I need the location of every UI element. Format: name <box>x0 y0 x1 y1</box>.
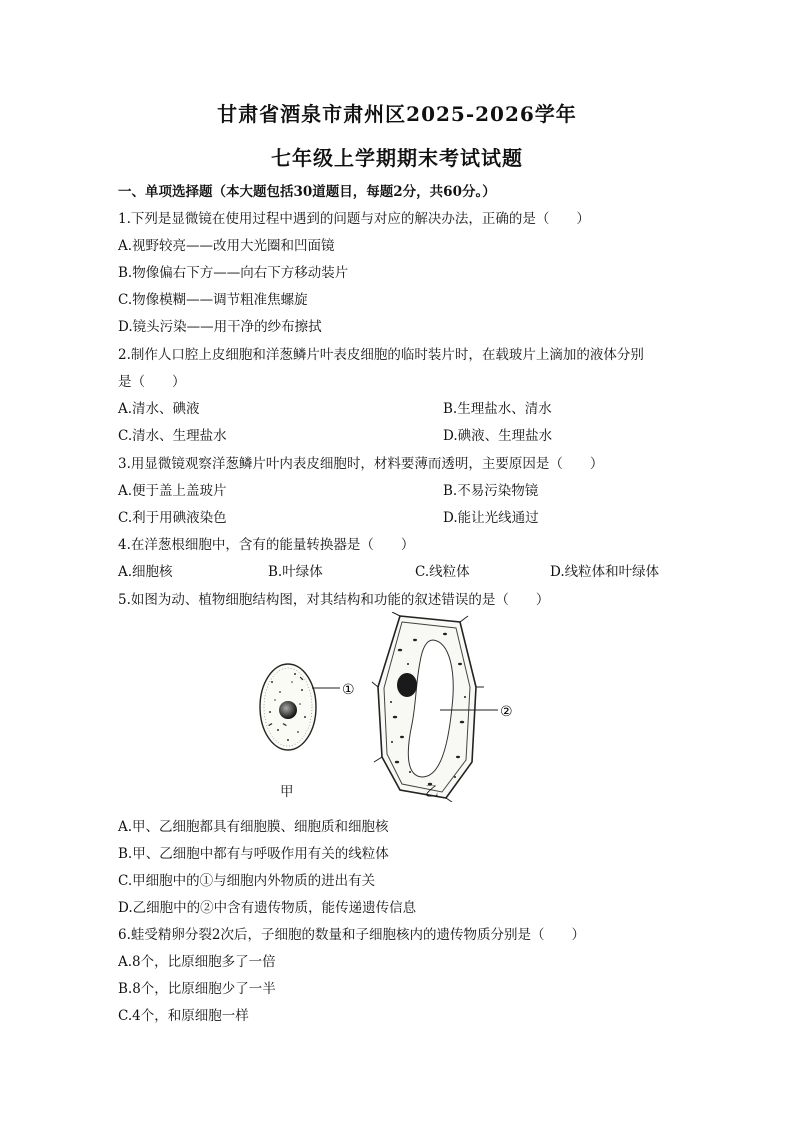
question-2-option-b: B.生理盐水、清水 <box>443 401 552 417</box>
question-1-option-d: D.镜头污染——用干净的纱布擦拭 <box>118 319 322 335</box>
cell-structure-figure <box>250 612 540 802</box>
question-4-option-d: D.线粒体和叶绿体 <box>550 564 660 580</box>
question-1-option-c: C.物像模糊——调节粗准焦螺旋 <box>118 292 308 308</box>
question-2-option-d: D.碘液、生理盐水 <box>443 428 553 444</box>
question-1-option-b: B.物像偏右下方——向右下方移动装片 <box>118 265 349 281</box>
exam-title-line2: 七年级上学期期末考试试题 <box>271 146 523 170</box>
question-6-option-c: C.4个，和原细胞一样 <box>118 1008 249 1024</box>
question-6-stem: 6.蛙受精卵分裂2次后，子细胞的数量和子细胞核内的遗传物质分别是（ ） <box>118 927 585 943</box>
question-5-stem: 5.如图为动、植物细胞结构图，对其结构和功能的叙述错误的是（ ） <box>118 592 550 608</box>
question-3-stem: 3.用显微镜观察洋葱鳞片叶内表皮细胞时，材料要薄而透明，主要原因是（ ） <box>118 456 604 472</box>
question-4-option-c: C.线粒体 <box>415 564 470 580</box>
marker-1: ① <box>342 682 355 698</box>
section-heading: 一、单项选择题（本大题包括30道题目，每题2分，共60分。） <box>118 184 496 200</box>
question-2-option-c: C.清水、生理盐水 <box>118 428 227 444</box>
question-1-option-a: A.视野较亮——改用大光圈和凹面镜 <box>118 238 335 254</box>
question-6-option-b: B.8个，比原细胞少了一半 <box>118 981 276 997</box>
question-4-option-a: A.细胞核 <box>118 564 173 580</box>
question-3-option-b: B.不易污染物镜 <box>443 483 539 499</box>
question-3-option-a: A.便于盖上盖玻片 <box>118 483 227 499</box>
question-4-stem: 4.在洋葱根细胞中，含有的能量转换器是（ ） <box>118 537 415 553</box>
question-5-option-d: D.乙细胞中的②中含有遗传物质，能传递遗传信息 <box>118 900 417 916</box>
figure-label-animal: 甲 <box>280 784 294 800</box>
question-3-option-c: C.利于用碘液染色 <box>118 510 227 526</box>
animal-cell <box>260 664 340 750</box>
cell-diagram-svg <box>250 612 540 802</box>
question-5-option-b: B.甲、乙细胞中都有与呼吸作用有关的线粒体 <box>118 846 389 862</box>
marker-2: ② <box>500 704 513 720</box>
question-5-option-c: C.甲细胞中的①与细胞内外物质的进出有关 <box>118 873 376 889</box>
question-2-option-a: A.清水、碘液 <box>118 401 200 417</box>
exam-title-line1: 甘肃省酒泉市肃州区2025-2026学年 <box>217 102 577 126</box>
plant-cell <box>372 612 498 802</box>
question-3-option-d: D.能让光线通过 <box>443 510 539 526</box>
figure-label-plant: 乙 <box>425 784 439 800</box>
question-5-option-a: A.甲、乙细胞都具有细胞膜、细胞质和细胞核 <box>118 819 389 835</box>
question-2-stem-cont: 是（ ） <box>118 374 186 390</box>
question-6-option-a: A.8个，比原细胞多了一倍 <box>118 954 276 970</box>
question-2-stem: 2.制作人口腔上皮细胞和洋葱鳞片叶表皮细胞的临时装片时，在载玻片上滴加的液体分别 <box>118 347 644 363</box>
question-1-stem: 1.下列是显微镜在使用过程中遇到的问题与对应的解决办法，正确的是（ ） <box>118 211 590 227</box>
question-4-option-b: B.叶绿体 <box>268 564 323 580</box>
